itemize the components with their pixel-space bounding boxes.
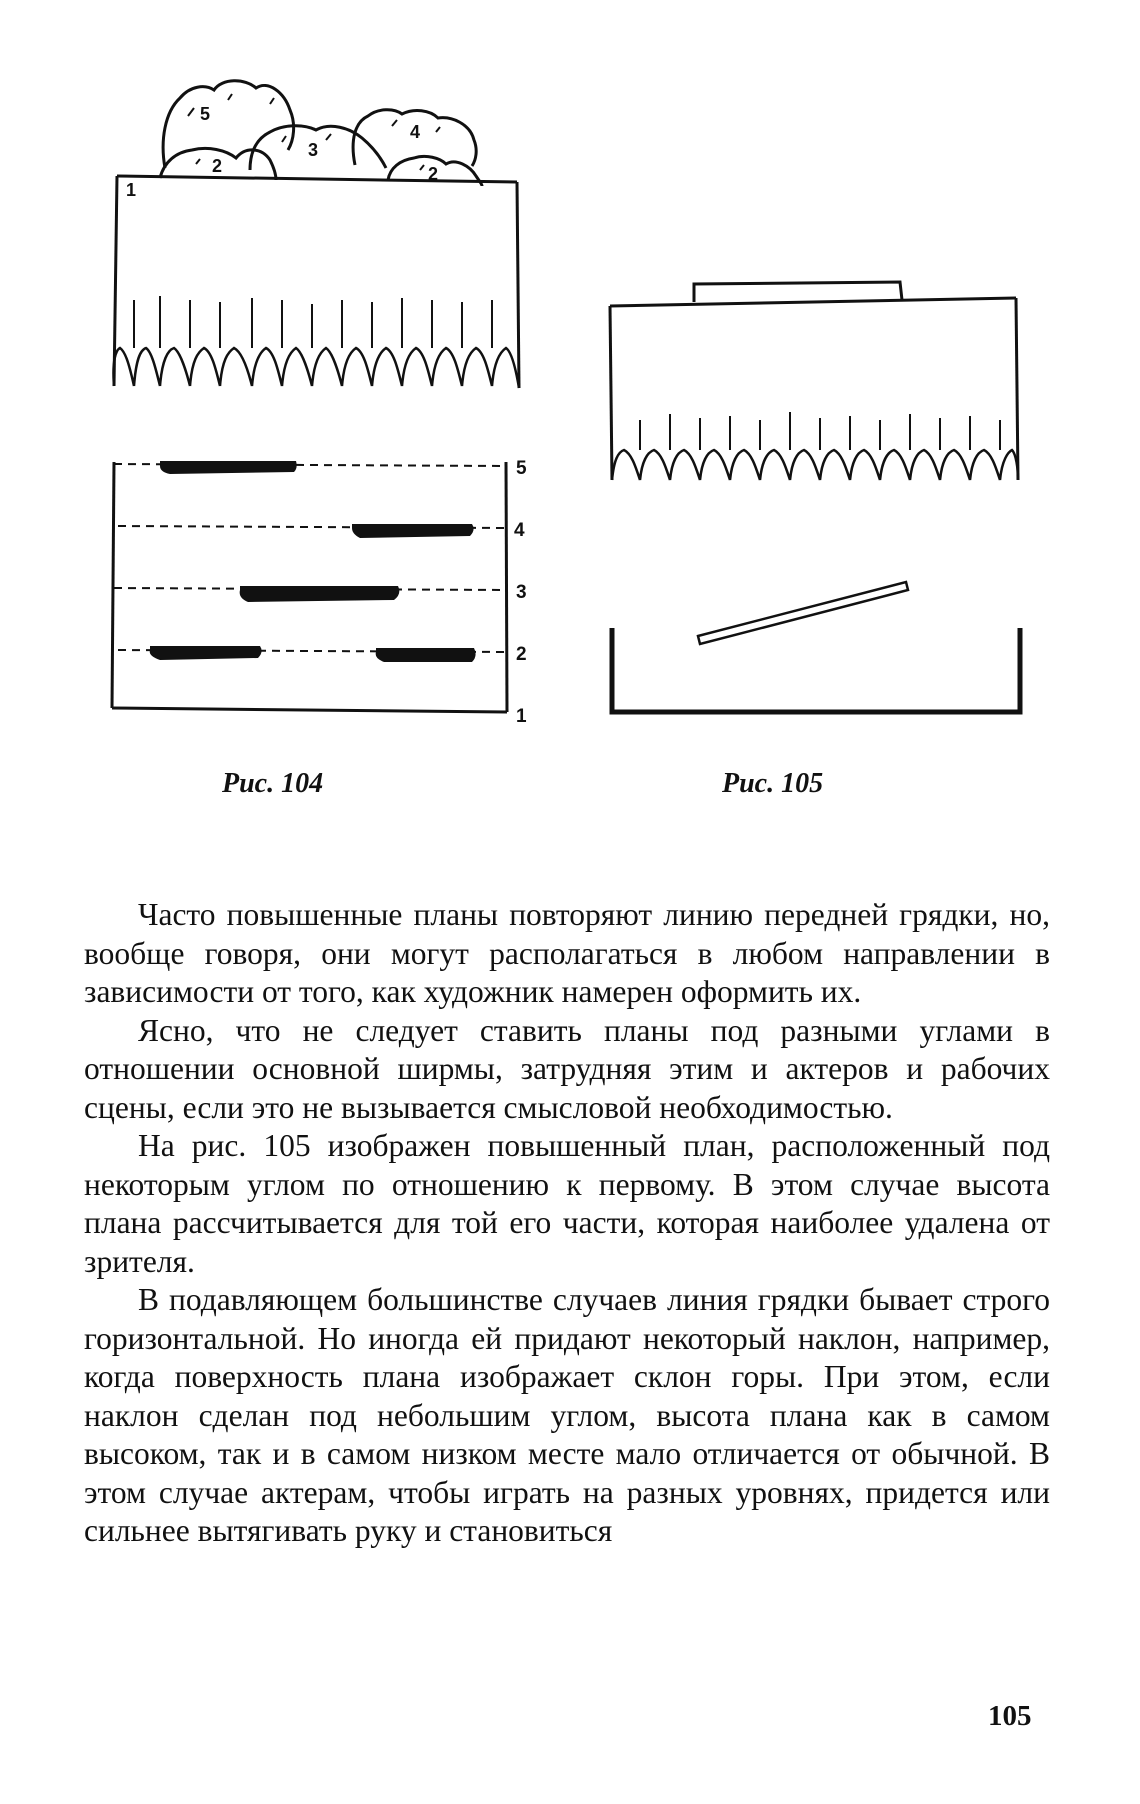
fig104-screen-drawing [113,81,519,388]
paragraph-1: Часто повышенные планы повторяют линию передней грядки, но, вообще говоря, они могут располагаться в любом направлении в зависимости от того, как художник намерен оформить их. [84,897,1050,1009]
fig104-level-labels [514,458,527,727]
fig104-plan-drawing [112,461,507,712]
level-label-5: 5 [516,458,527,479]
angled-plan-board [698,582,908,644]
plan-bar-2-right [376,648,476,662]
plan-bar-2-left [150,646,262,660]
fig105-screen-drawing [610,282,1018,480]
figure-caption-104: Рис. 104 [222,768,324,799]
bush-label-5: 5 [200,104,211,124]
level-label-1: 1 [516,706,527,727]
paragraph-2: Ясно, что не следует ставить планы под разными углами в отношении основной ширмы, затрудняя этим и актеров и рабочих сцены, если это не вызывается смысловой необходимостью. [84,1012,1050,1125]
bush-label-3: 3 [308,140,319,160]
plan-bar-4 [352,524,474,538]
plan-bar-3 [240,586,400,602]
fig105-plan-drawing [612,582,1020,712]
level-label-2: 2 [516,644,527,665]
body-text [84,896,1050,1551]
level-label-3: 3 [516,582,527,603]
bush-label-4: 4 [410,122,421,142]
figure-caption-105: Рис. 105 [722,768,824,799]
page-number: 105 [988,1700,1032,1732]
illustrations [0,0,1140,800]
paragraph-3: На рис. 105 изображен повышенный план, расположенный под некоторым углом по отношению к первому. В этом случае высота плана рассчитывается для той его части, которая наиболее удалена от зрителя. [84,1128,1050,1279]
bush-label-2-left: 2 [212,156,223,176]
screen-label-1: 1 [126,180,137,200]
level-label-4: 4 [514,520,525,541]
plan-bar-5 [160,461,297,474]
figures-area [0,0,1140,800]
paragraph-4: В подавляющем большинстве случаев линия грядки бывает строго горизонтальной. Но иногда ей придают некоторый наклон, например, когда поверхность плана изображает склон горы. При этом, если наклон сделан под небольшим углом, высота плана как в самом высоком, так и в самом низком месте мало отличается от обычной. В этом случае актерам, чтобы играть на разных уровнях, придется или сильнее вытягивать руку и становиться [84,1282,1050,1548]
bush-label-2-right: 2 [428,164,439,184]
fig104-screen-labels [126,104,438,200]
